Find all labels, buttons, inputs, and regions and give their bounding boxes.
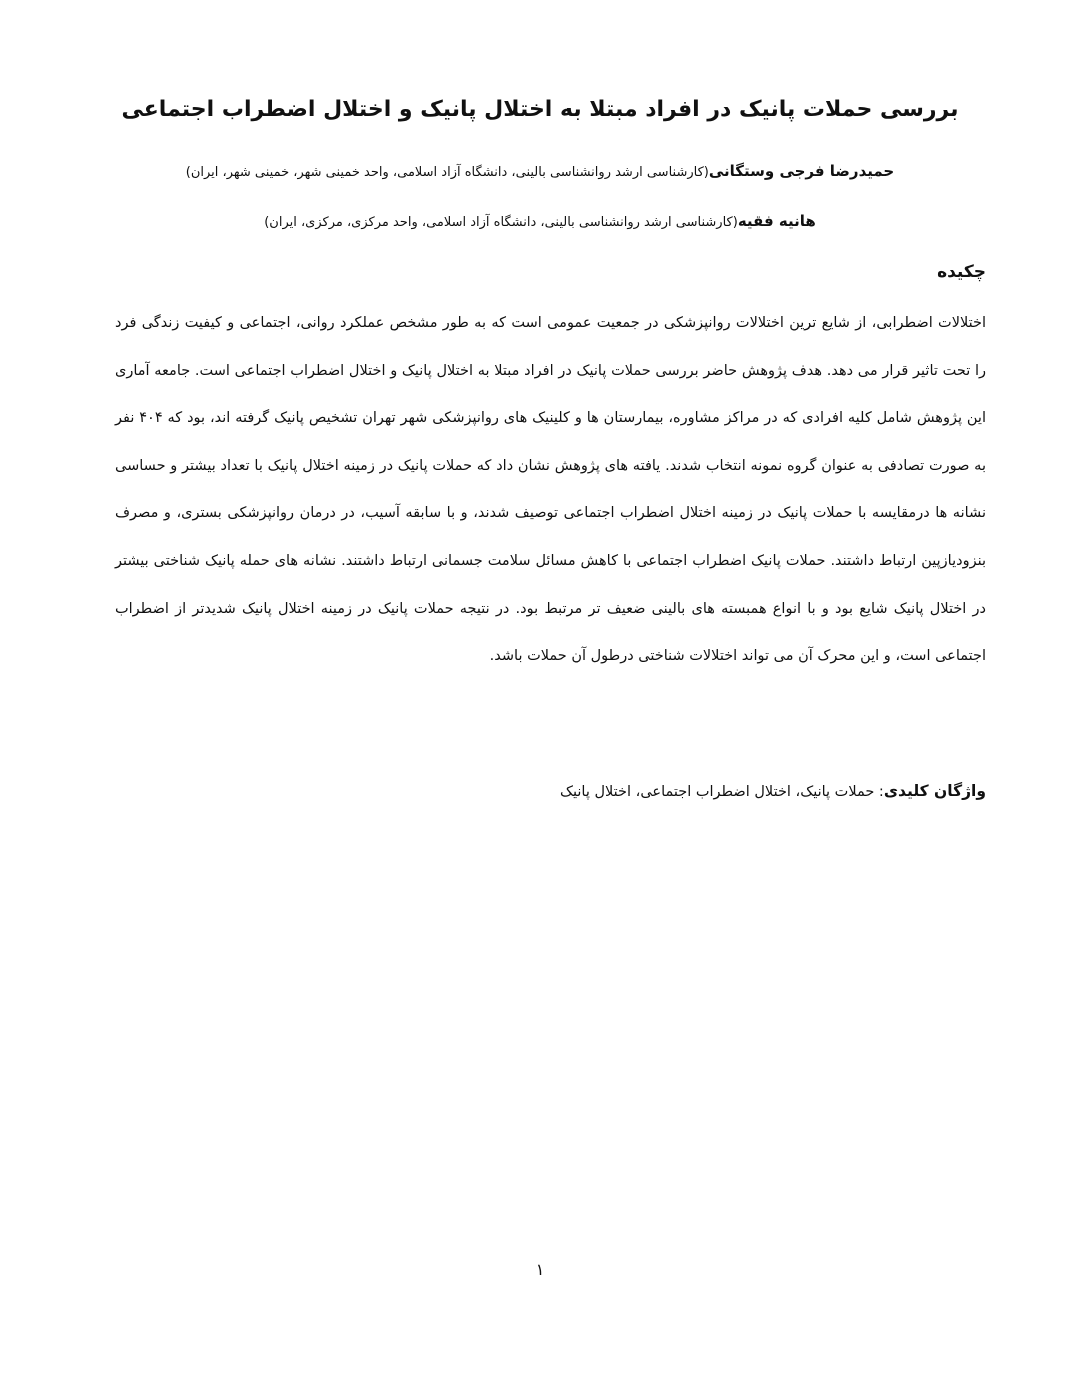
author-name: حمیدرضا فرجی وستگانی: [708, 162, 895, 180]
keywords-label: واژگان کلیدی: [883, 782, 986, 800]
author-line: [95, 158, 985, 186]
page-number: ۱: [535, 1260, 545, 1279]
author-affiliation: (کارشناسی ارشد روانشناسی بالینی، دانشگاه آزاد اسلامی، واحد مرکزی، مرکزی، ایران): [264, 215, 738, 230]
abstract-heading: چکیده: [937, 262, 986, 282]
author-name: هانیه فقیه: [737, 212, 816, 230]
author-affiliation: (کارشناسی ارشد روانشناسی بالینی، دانشگاه آزاد اسلامی، واحد خمینی شهر، خمینی شهر، ایران): [185, 165, 709, 180]
keywords-list: حملات پانیک، اختلال اضطراب اجتماعی، اختلال پانیک: [560, 784, 875, 800]
keywords-line: [115, 776, 986, 807]
abstract-text: اختلالات اضطرابی، از شایع ترین اختلالات روانپزشکی در جمعیت عمومی است که به طور مشخص عملکرد روانی، اجتماعی و کیفیت زندگی فرد را تحت تاثیر قرار می دهد. هدف پژوهش حاضر بررسی حملات پانیک در افراد مبتلا به اختلال پانیک و اختلال اضطراب اجتماعی است. جامعه آماری این پژوهش شامل کلیه افرادی که در مراکز مشاوره، بیمارستان ها و کلینیک های روانپزشکی شهر تهران تشخیص پانیک گرفته اند، بود که ۴۰۴ نفر به صورت تصادفی به عنوان گروه نمونه انتخاب شدند. یافته های پژوهش نشان داد که حملات پانیک در زمینه اختلال پانیک با تعداد بیشتر و حساسی نشانه ها درمقایسه با حملات پانیک در زمینه اختلال اضطراب اجتماعی توصیف شدند، و با سابقه آسیب، در درمان روانپزشکی بستری، و مصرف بنزودیازپین ارتباط داشتند. حملات پانیک اضطراب اجتماعی با کاهش مسائل سلامت جسمانی ارتباط داشتند. نشانه های حمله پانیک شناختی بیشتر در اختلال پانیک شایع بود و با انواع همبسته های بالینی ضعیف تر مرتبط بود. در نتیجه حملات پانیک در زمینه اختلال پانیک شدیدتر از اضطراب اجتماعی است، و این محرک آن می تواند اختلالات شناختی درطول آن حملات باشد.: [115, 315, 986, 665]
paper-title: بررسی حملات پانیک در افراد مبتلا به اختلال پانیک و اختلال اضطراب اجتماعی: [121, 97, 959, 122]
author-line: [95, 208, 985, 236]
keywords-separator: :: [874, 784, 884, 800]
